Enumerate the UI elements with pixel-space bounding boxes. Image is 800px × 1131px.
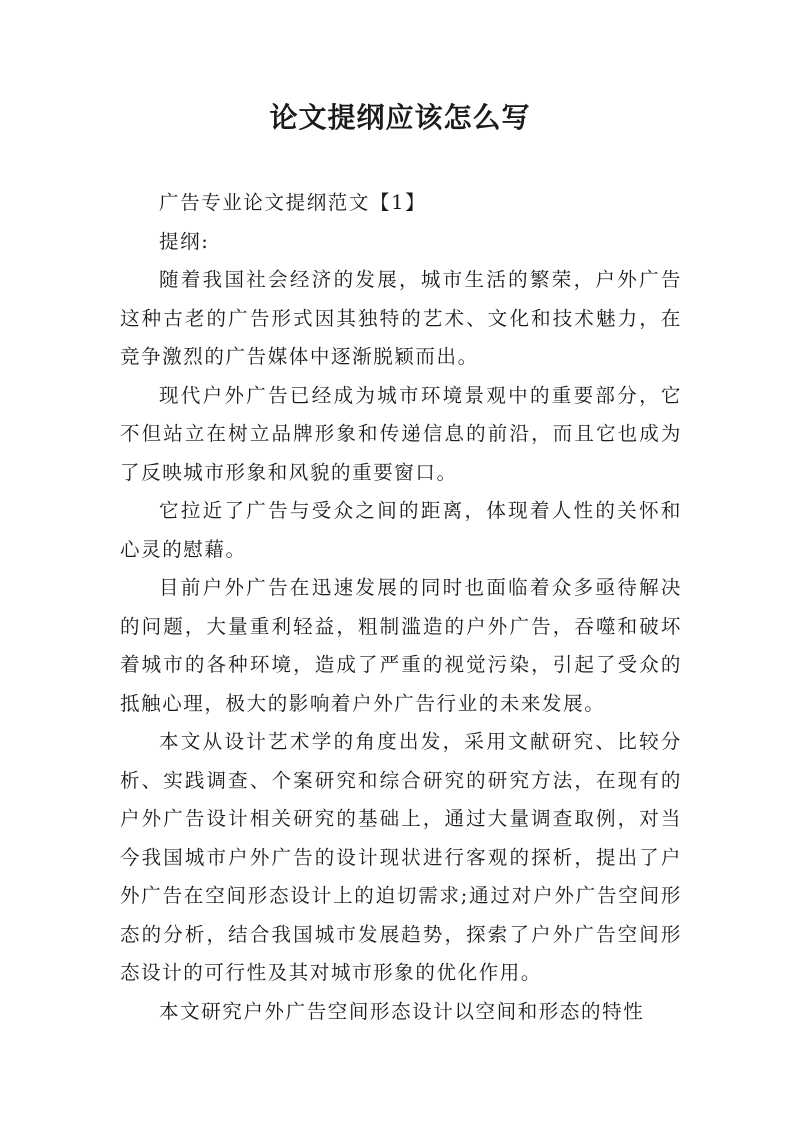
document-title: 论文提纲应该怎么写 [269, 101, 531, 134]
paragraph: 目前户外广告在迅速发展的同时也面临着众多亟待解决的问题，大量重利轻益，粗制滥造的户外广告，吞噬和破坏着城市的各种环境，造成了严重的视觉污染，引起了受众的抵触心理，极大的影响着户外广告行业的未来发展。 [120, 576, 682, 715]
section-heading: 广告专业论文提纲范文【1】 [159, 191, 427, 214]
paragraph: 本文研究户外广告空间形态设计以空间和形态的特性 [159, 999, 645, 1023]
paragraph: 它拉近了广告与受众之间的距离，体现着人性的关怀和心灵的慰藉。 [120, 499, 682, 561]
paragraph: 现代户外广告已经成为城市环境景观中的重要部分，它不但站立在树立品牌形象和传递信息的前沿，而且它也成为了反映城市形象和风貌的重要窗口。 [120, 383, 682, 484]
outline-label: 提纲: [159, 229, 210, 253]
paragraph: 随着我国社会经济的发展，城市生活的繁荣，户外广告这种古老的广告形式因其独特的艺术、文化和技术魅力，在竞争激烈的广告媒体中逐渐脱颖而出。 [120, 268, 682, 368]
document-body [120, 184, 682, 1031]
paragraph: 本文从设计艺术学的角度出发，采用文献研究、比较分析、实践调查、个案研究和综合研究的研究方法，在现有的户外广告设计相关研究的基础上，通过大量调查取例，对当今我国城市户外广告的设计现状进行客观的探析，提出了户外广告在空间形态设计上的迫切需求;通过对户外广告空间形态的分析，结合我国城市发展趋势，探索了户外广告空间形态设计的可行性及其对城市形象的优化作用。 [120, 730, 682, 984]
